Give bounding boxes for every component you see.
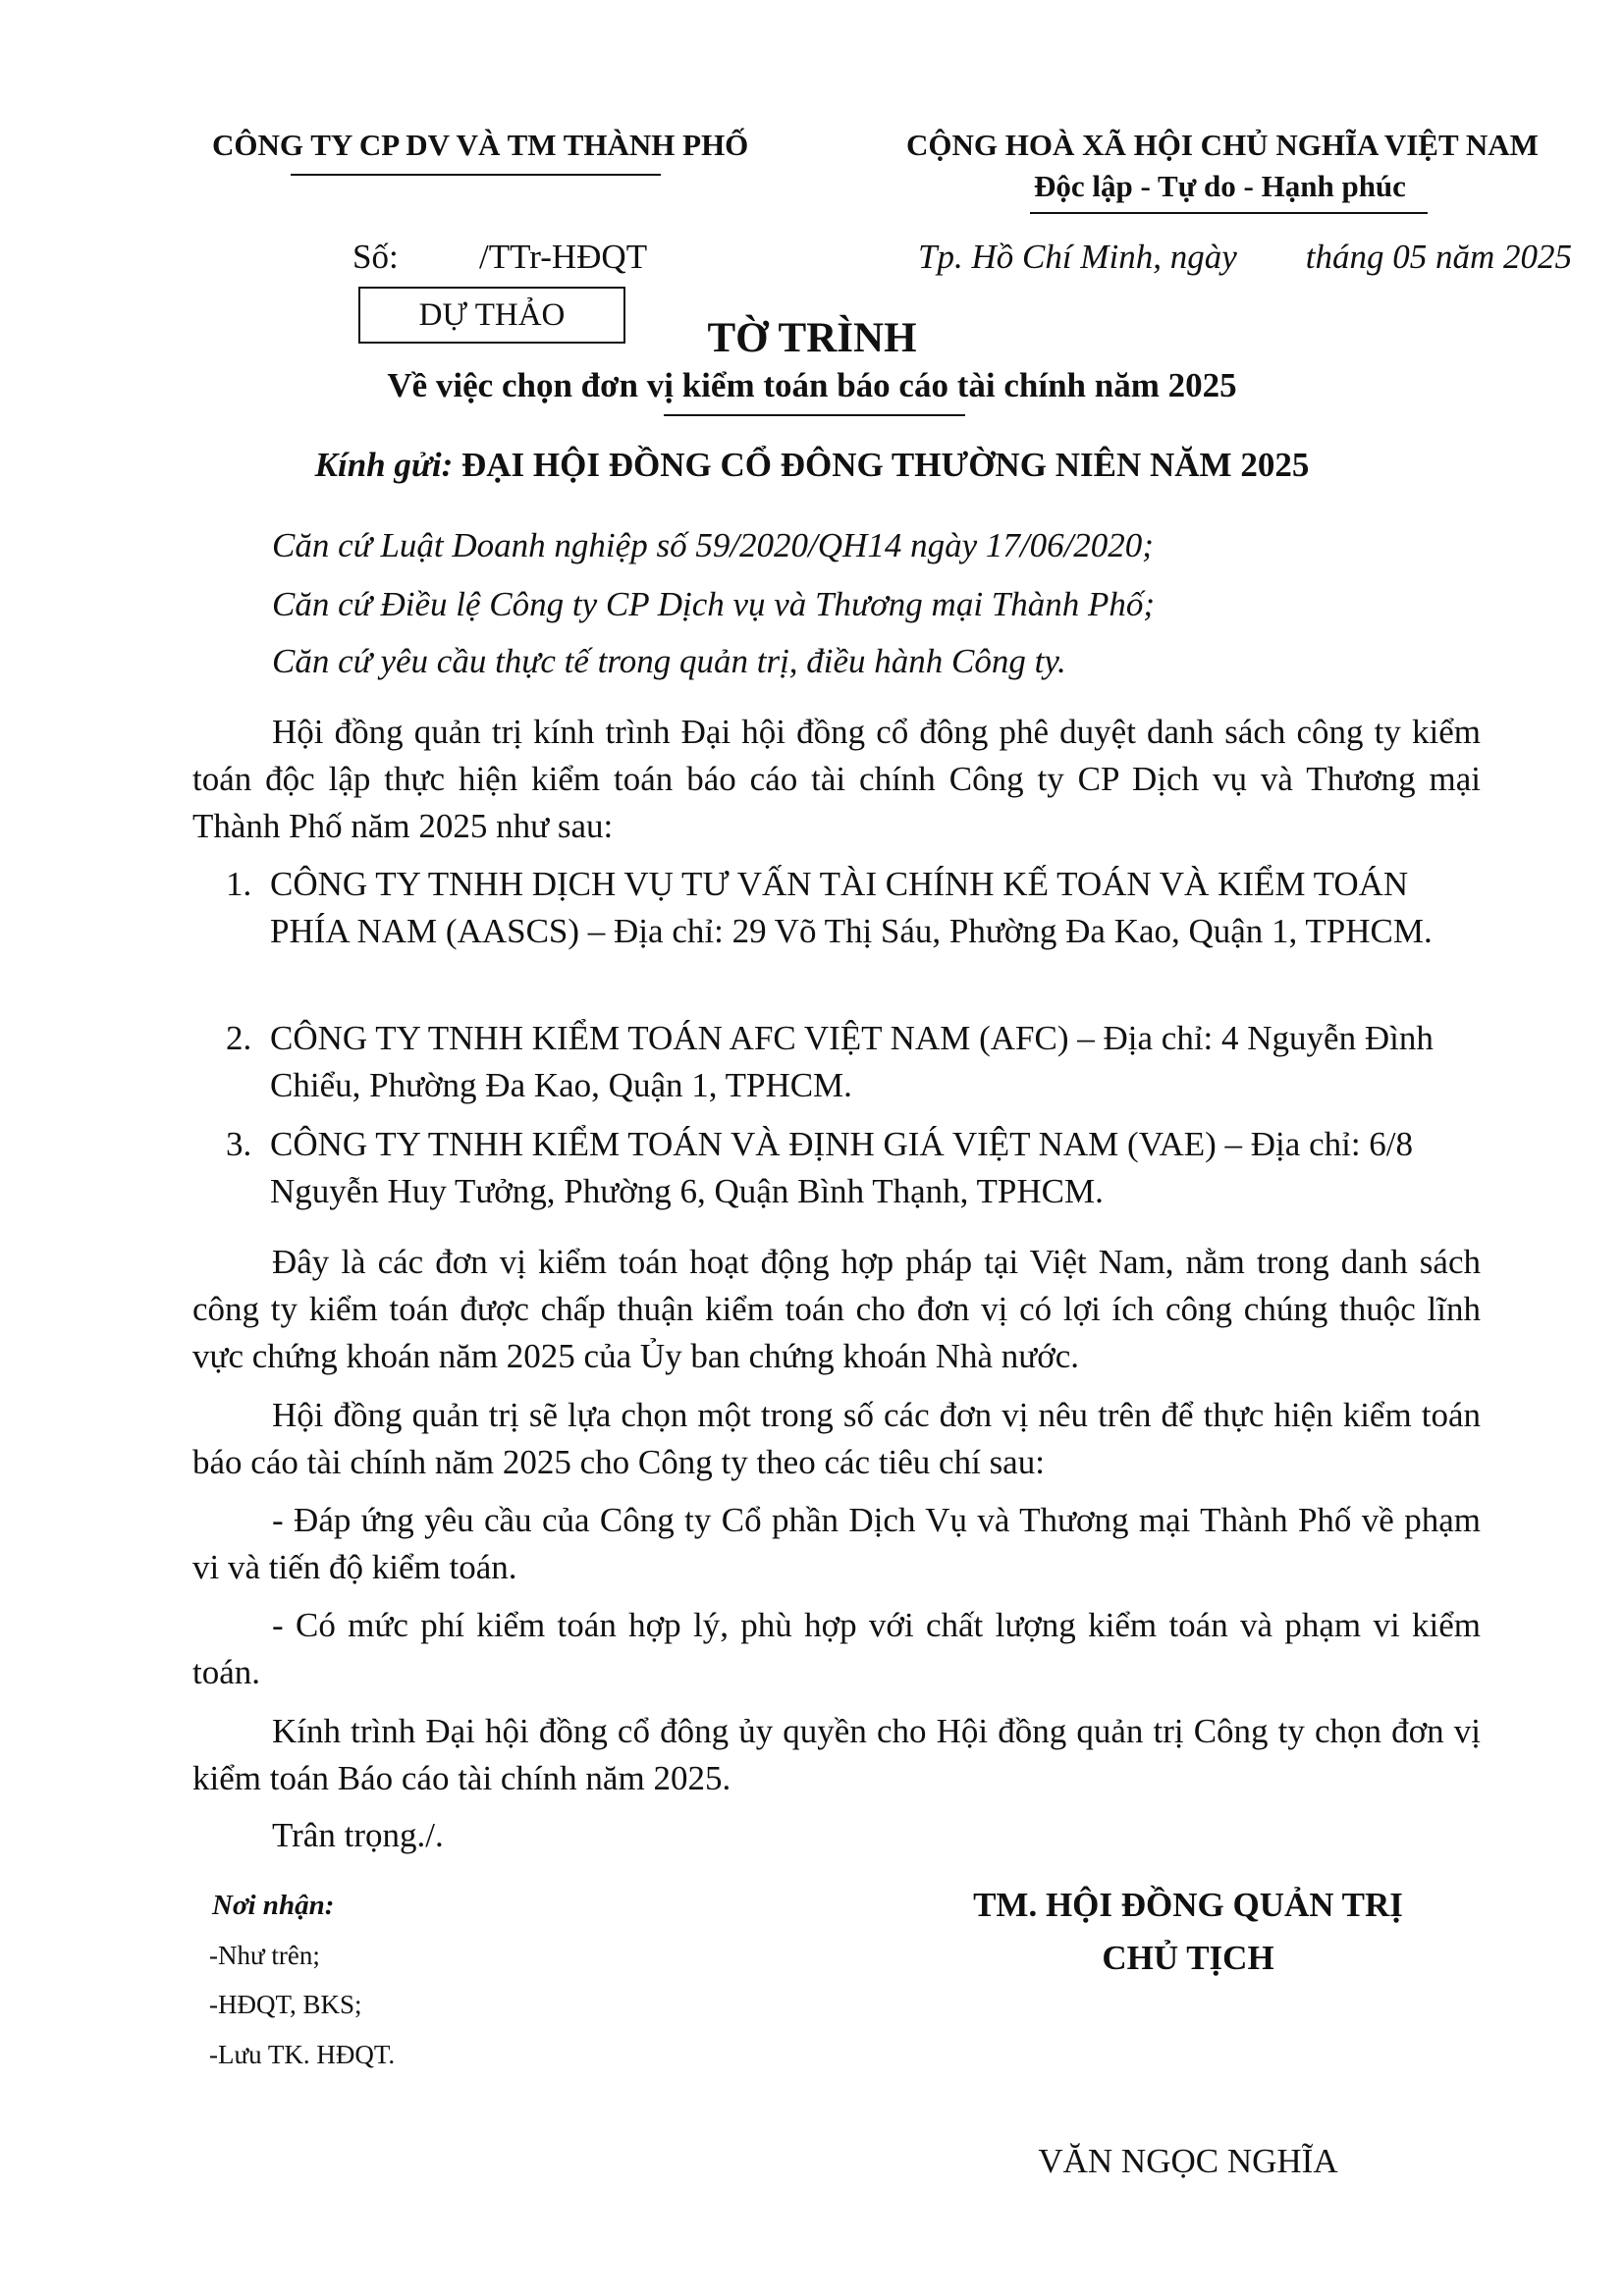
legal-paragraph: Đây là các đơn vị kiểm toán hoạt động hợp pháp tại Việt Nam, nằm trong danh sách công ty kiểm toán được chấp thuận kiểm toán cho đơn vị có lợi ích công chúng thuộc lĩnh vực chứng khoán năm 2025 của Ủy ban chứng khoán Nhà nước. [192, 1243, 1481, 1375]
criteria-2: - Có mức phí kiểm toán hợp lý, phù hợp với chất lượng kiểm toán và phạm vi kiểm toán. [192, 1606, 1481, 1691]
place-date: Tp. Hồ Chí Minh, ngày tháng 05 năm 2025 [918, 238, 1572, 276]
recipient-item: -Như trên; [209, 1941, 320, 1970]
motto-underline [1030, 212, 1428, 214]
signature-on-behalf: TM. HỘI ĐỒNG QUẢN TRỊ [973, 1886, 1403, 1924]
addressee [0, 446, 1624, 485]
basis-line-1: Căn cứ Luật Doanh nghiệp số 59/2020/QH14 ngày 17/06/2020; [272, 526, 1154, 564]
auditor-number: 1. [226, 865, 252, 903]
motto: Độc lập - Tự do - Hạnh phúc [1034, 169, 1406, 203]
basis-line-3: Căn cứ yêu cầu thực tế trong quản trị, điều hành Công ty. [272, 642, 1066, 680]
auditor-text: CÔNG TY TNHH KIỂM TOÁN VÀ ĐỊNH GIÁ VIỆT NAM (VAE) – Địa chỉ: 6/8 Nguyễn Huy Tưởng, Phường 6, Quận Bình Thạnh, TPHCM. [270, 1125, 1414, 1210]
company-underline [291, 174, 661, 176]
auditor-number: 3. [226, 1125, 252, 1163]
nation-title: CỘNG HOÀ XÃ HỘI CHỦ NGHĨA VIỆT NAM [906, 128, 1539, 162]
document-number-suffix: /TTr-HĐQT [479, 238, 648, 276]
signature-position: CHỦ TỊCH [1102, 1939, 1274, 1977]
recipient-item: -HĐQT, BKS; [209, 1990, 362, 2019]
draft-stamp-text: DỰ THẢO [418, 297, 566, 333]
company-name: CÔNG TY CP DV VÀ TM THÀNH PHỐ [212, 128, 749, 162]
recipient-item: -Lưu TK. HĐQT. [209, 2040, 396, 2069]
auditor-item-2 [226, 1015, 1481, 1109]
basis-line-2: Căn cứ Điều lệ Công ty CP Dịch vụ và Thương mại Thành Phố; [272, 585, 1156, 623]
recipients-label: Nơi nhận: [212, 1890, 335, 1921]
addressee-value: ĐẠI HỘI ĐỒNG CỔ ĐÔNG THƯỜNG NIÊN NĂM 2025 [460, 446, 1310, 484]
auditor-text: CÔNG TY TNHH KIỂM TOÁN AFC VIỆT NAM (AFC) – Địa chỉ: 4 Nguyễn Đình Chiểu, Phường Đa Kao, Quận 1, TPHCM. [270, 1019, 1434, 1104]
criteria-1: - Đáp ứng yêu cầu của Công ty Cổ phần Dịch Vụ và Thương mại Thành Phố về phạm vi và tiến độ kiểm toán. [192, 1501, 1481, 1586]
request-paragraph: Kính trình Đại hội đồng cổ đông ủy quyền cho Hội đồng quản trị Công ty chọn đơn vị kiểm toán Báo cáo tài chính năm 2025. [192, 1712, 1481, 1797]
auditor-item-3 [226, 1121, 1481, 1215]
intro-paragraph: Hội đồng quản trị kính trình Đại hội đồng cổ đông phê duyệt danh sách công ty kiểm toán độc lập thực hiện kiểm toán báo cáo tài chính Công ty CP Dịch vụ và Thương mại Thành Phố năm 2025 như sau: [192, 713, 1481, 845]
criteria-intro-paragraph: Hội đồng quản trị sẽ lựa chọn một trong số các đơn vị nêu trên để thực hiện kiểm toán báo cáo tài chính năm 2025 cho Công ty theo các tiêu chí sau: [192, 1396, 1481, 1481]
auditor-text: CÔNG TY TNHH DỊCH VỤ TƯ VẤN TÀI CHÍNH KẾ TOÁN VÀ KIỂM TOÁN PHÍA NAM (AASCS) – Địa chỉ: 29 Võ Thị Sáu, Phường Đa Kao, Quận 1, TPHCM. [270, 865, 1433, 950]
subject-underline [664, 414, 965, 416]
closing-text: Trân trọng./. [272, 1816, 444, 1854]
document-subject: Về việc chọn đơn vị kiểm toán báo cáo tài chính năm 2025 [387, 366, 1237, 404]
auditor-item-1 [226, 861, 1481, 955]
document-number-label: Số: [352, 238, 399, 276]
signer-name: VĂN NGỌC NGHĨA [1038, 2142, 1338, 2180]
auditor-number: 2. [226, 1019, 252, 1057]
document-title: TỜ TRÌNH [707, 315, 917, 361]
addressee-label: Kính gửi: [314, 446, 454, 484]
